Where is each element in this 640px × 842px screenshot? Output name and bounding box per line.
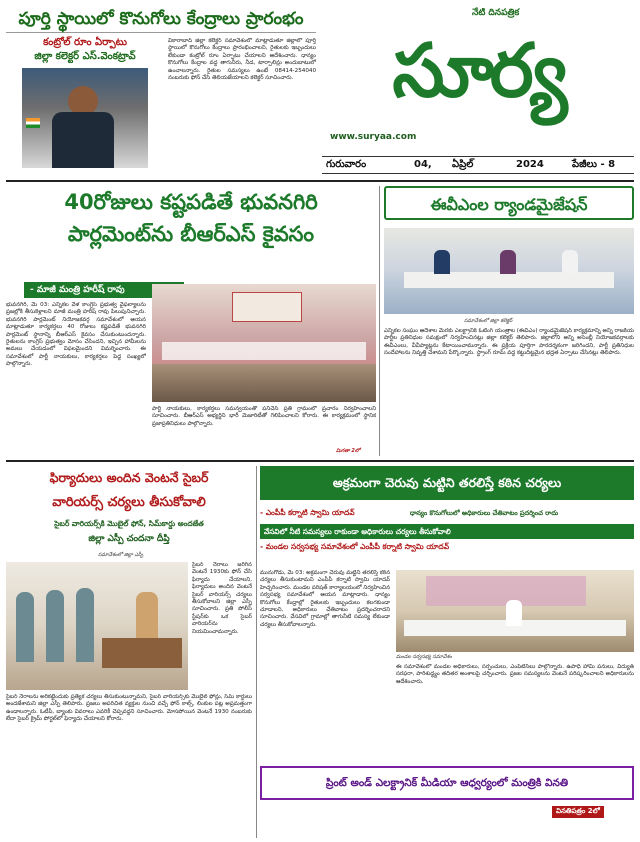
divider-top <box>6 180 634 182</box>
masthead-dateline <box>322 156 634 174</box>
main-body-under-photo: పార్టీ నాయకులు, కార్యకర్తలు సమన్వయంతో పనిచేసి ప్రతి గ్రామంలో ప్రచారం నిర్వహించాలని సూచించారు. బీఆర్ఎస్ అభ్యర్థిని భారీ మెజారిటీతో గెలిపించాలని కోరారు. ఈ కార్యక్రమంలో స్థానిక ప్రజాప్రతినిధులు పాల్గొన్నారు. <box>152 406 376 427</box>
evm-story <box>384 186 634 456</box>
lake-bullet1: - ఎంపీపీ కర్నాటి స్వామి యాదవ్ <box>260 508 355 517</box>
masthead-pages: పేజీలు - 8 <box>572 159 616 170</box>
evm-photo <box>384 228 634 314</box>
masthead-month: ఏప్రిల్ <box>452 159 474 170</box>
lake-story <box>260 466 634 762</box>
media-continued: వినతిపత్రం 2లో <box>552 806 604 818</box>
masthead-year: 2024 <box>516 159 544 170</box>
media-story <box>260 766 634 838</box>
cyber-story <box>6 466 252 838</box>
lake-bullet2: ధాన్యం కొనుగోలులో అధికారులు చేతివాటం ప్రదర్శించ రాదు <box>410 509 559 517</box>
top-story-body: వికారాబాద్ జిల్లా కలెక్టర్ సమావేశంలో మాట్లాడుతూ జిల్లాలో పూర్తి స్థాయిలో కొనుగోలు కేంద్రాలు ప్రారంభించాలని, రైతులకు ఇబ్బందులు లేకుండా కంట్రోల్ రూం ఏర్పాటు చేయాలని ఆదేశించారు. ధాన్యం కొనుగోలు కేంద్రాల వద్ద తాగునీరు, నీడ, టార్పాలిన్లు అందుబాటులో ఉంచాలన్నారు. రైతుల సమస్యలు ఉంటే 08414-254040 నంబరుకు ఫోన్ చేసి తెలియజేయాలని కలెక్టర్ సూచించారు. <box>168 38 316 82</box>
top-story-sub2: జిల్లా కలెక్టర్ ఎస్.వెంకట్రావ్ <box>34 51 136 62</box>
main-event-photo <box>152 284 376 402</box>
evm-body: ఎన్నికల సంఘం ఆదేశాల మేరకు ఎలక్ట్రానిక్ ఓటింగ్ యంత్రాల (ఈవీఎం) ర్యాండమైజేషన్ కార్యక్రమాన్ని అన్ని రాజకీయ పార్టీల ప్రతినిధుల సమక్షంలో నిర్వహించినట్లు జిల్లా కలెక్టర్ తెలిపారు. జిల్లాలోని అన్ని అసెంబ్లీ నియోజకవర్గాలకు ఈవీఎంలు, వీవీప్యాట్లను కేటాయించామన్నారు. ఈ ప్రక్రియ పూర్తిగా పారదర్శకంగా జరిగిందని, పార్టీ ప్రతినిధుల సందేహాలను నివృత్తి చేశామని పేర్కొన్నారు. స్ట్రాంగ్ రూమ్ వద్ద కట్టుదిట్టమైన భద్రత ఏర్పాటు చేసినట్లు తెలిపారు. <box>384 328 634 357</box>
cyber-photo-caption: సమావేశంలో జిల్లా ఎస్పీ <box>98 552 144 558</box>
top-story <box>6 6 316 176</box>
media-headline: ప్రింట్ అండ్ ఎలక్ట్రానిక్ మీడియా ఆధ్వర్యంలో మంత్రికి వినతి <box>260 766 634 800</box>
main-continued: మిగతా 2లో <box>336 448 361 454</box>
masthead-day: గురువారం <box>326 159 367 170</box>
cyber-body-side: సైబర్ నేరాలు జరిగిన వెంటనే 1930కు ఫోన్ చేసి ఫిర్యాదు చేయాలని, ఫిర్యాదులు అందిన వెంటనే సైబర్ వారియర్స్ చర్యలు తీసుకోవాలని జిల్లా ఎస్పీ సూచించారు. ప్రతి పోలీస్ స్టేషన్‌కు ఒక సైబర్ వారియర్‌ను నియమించామన్నారు. <box>192 562 252 635</box>
masthead-tagline: నేటి దినపత్రిక <box>472 8 520 18</box>
divider-middle <box>6 460 634 462</box>
divider-vertical-bottom <box>256 466 257 838</box>
lake-body-left: మునుగోడు, మే 03: అక్రమంగా చెరువు మట్టిని తరలిస్తే కఠిన చర్యలు తీసుకుంటామని ఎంపీపీ కర్నాటి స్వామి యాదవ్ హెచ్చరించారు. మండల పరిషత్ కార్యాలయంలో నిర్వహించిన సర్వసభ్య సమావేశంలో ఆయన మాట్లాడారు. ధాన్యం కొనుగోలు కేంద్రాల్లో రైతులకు ఇబ్బందులు కలగకుండా చూడాలని, అధికారులు చేతివాటం ప్రదర్శించరాదని సూచించారు. వేసవిలో గ్రామాల్లో తాగునీటి సమస్య లేకుండా చర్యలు తీసుకోవాలన్నారు. <box>260 570 390 628</box>
evm-photo-caption: సమావేశంలో జిల్లా కలెక్టర్ <box>464 318 513 324</box>
top-story-sub1: కంట్రోల్ రూం ఏర్పాటు <box>43 37 127 48</box>
evm-headline: ఈవీఎంల ర్యాండమైజేషన్ <box>384 186 634 220</box>
lake-photo <box>396 570 634 652</box>
cyber-body: సైబర్ నేరాలను అరికట్టేందుకు ప్రత్యేక చర్యలు తీసుకుంటున్నామని, సైబర్ వారియర్స్‌కు మొబైల్ ఫోన్లు, సిమ్ కార్డులు అందజేశామని జిల్లా ఎస్పీ తెలిపారు. ప్రజలు అపరిచిత వ్యక్తుల నుంచి వచ్చే ఫోన్ కాల్స్, లింకుల పట్ల అప్రమత్తంగా ఉండాలన్నారు. ఓటీపీ, బ్యాంకు వివరాలు ఎవరికీ చెప్పవద్దని సూచించారు. మోసపోయిన వెంటనే 1930 నంబరుకు లేదా సైబర్ క్రైమ్ పోర్టల్‌లో ఫిర్యాదు చేయాలని కోరారు. <box>6 694 252 723</box>
main-body-left: భువనగిరి, మే 03: ఎన్నికల వేళ కాంగ్రెస్ ప్రభుత్వ వైఫల్యాలను ప్రజల్లోకి తీసుకెళ్లాలని మాజీ మంత్రి హరీష్ రావు పిలుపునిచ్చారు. భువనగిరి పార్లమెంట్ నియోజకవర్గ సమావేశంలో ఆయన మాట్లాడుతూ కార్యకర్తలు 40 రోజులు కష్టపడితే భువనగిరి పార్లమెంట్ స్థానాన్ని బీఆర్ఎస్ కైవసం చేసుకుంటుందన్నారు. రైతులను కాంగ్రెస్ ప్రభుత్వం మోసం చేసిందని, ఇచ్చిన హామీలను అమలు చేయడంలో విఫలమైందని విమర్శించారు. ఈ సమావేశంలో పార్టీ నాయకులు, కార్యకర్తలు పెద్ద సంఖ్యలో పాల్గొన్నారు. <box>6 302 146 368</box>
cyber-sub1: సైబర్ వారియర్స్‌కి మొబైల్ ఫోన్, సిమ్‌కార్డు అందజేత <box>54 519 204 528</box>
main-story <box>6 186 376 456</box>
lake-headline: అక్రమంగా చెరువు మట్టిని తరలిస్తే కఠిన చర్యలు <box>260 466 634 500</box>
masthead-logo: సూర్య <box>392 28 564 114</box>
main-byline: - మాజీ మంత్రి హరీష్ రావు <box>24 282 184 298</box>
divider-vertical-mid <box>379 186 380 456</box>
cyber-photo <box>6 562 188 690</box>
lake-body-right: ఈ సమావేశంలో మండల అధికారులు, సర్పంచులు, ఎంపీటీసీలు పాల్గొన్నారు. ఉపాధి హామీ పనులు, విద్యుత్ సరఫరా, పారిశుద్ధ్యం తదితర అంశాలపై చర్చించారు. ప్రజల సమస్యలను వెంటనే పరిష్కరించాలని అధికారులను ఆదేశించారు. <box>396 664 634 685</box>
main-headline-line1: 40రోజులు కష్టపడితే భువనగిరి <box>64 190 318 214</box>
masthead <box>322 6 634 176</box>
masthead-website: www.suryaa.com <box>330 132 417 142</box>
top-story-headline: పూర్తి స్థాయిలో కొనుగోలు కేంద్రాలు ప్రారంభం <box>6 6 316 33</box>
lake-photo-caption: మండల సర్వసభ్య సమావేశం <box>396 654 452 660</box>
main-headline-line2: పార్లమెంట్‌ను బీఆర్ఎస్ కైవసం <box>67 222 315 246</box>
collector-photo <box>22 68 148 168</box>
cyber-headline-line1: ఫిర్యాదులు అందిన వెంటనే సైబర్ <box>49 470 209 485</box>
cyber-sub2: జిల్లా ఎస్పీ చందనా దీప్తి <box>88 534 170 544</box>
masthead-date-day: 04, <box>414 159 432 170</box>
lake-bullet3: వేసవిలో నీటి సమస్యలు రాకుండా అధికారులు చర్యలు తీసుకోవాలి <box>260 524 634 539</box>
lake-bullet4: - మండల సర్వసభ్య సమావేశంలో ఎంపీపీ కర్నాటి స్వామి యాదవ్ <box>260 542 450 551</box>
cyber-headline-line2: వారియర్స్ చర్యలు తీసుకోవాలి <box>52 495 206 510</box>
